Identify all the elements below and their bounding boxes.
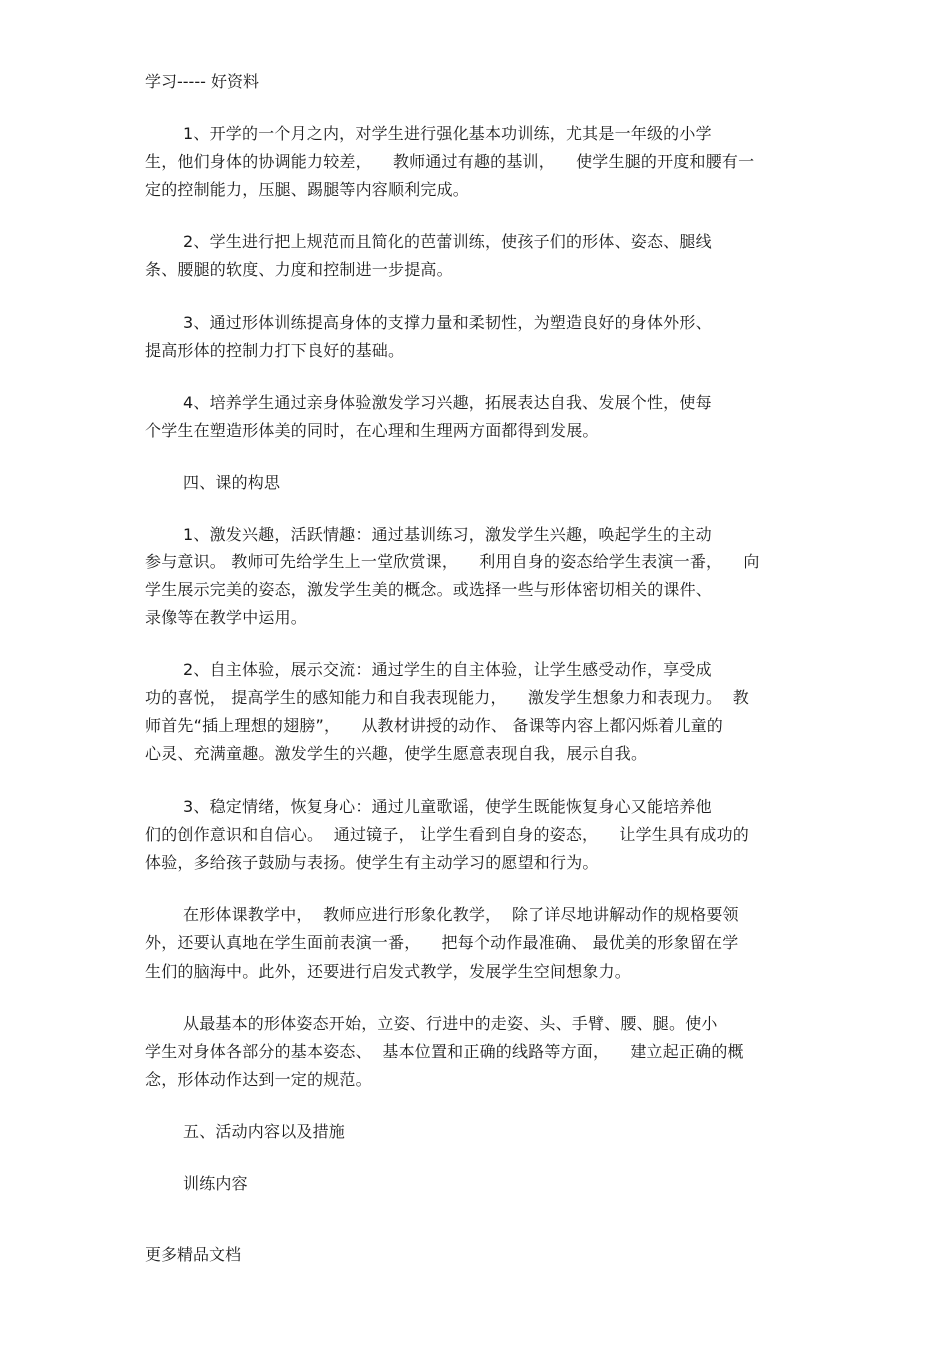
text-line: 学生展示完美的姿态，激发学生美的概念。或选择一些与形体密切相关的课件、 (145, 580, 713, 599)
text-line: 功的喜悦， 提高学生的感知能力和自我表现能力， 激发学生想象力和表现力。 教 (145, 688, 750, 707)
text-line: 4、培养学生通过亲身体验激发学习兴趣，拓展表达自我、发展个性，使每 (183, 393, 712, 412)
text-line: 2、学生进行把上规范而且简化的芭蕾训练，使孩子们的形体、姿态、腿线 (183, 232, 712, 251)
text-line: 3、通过形体训练提高身体的支撑力量和柔韧性，为塑造良好的身体外形、 (183, 313, 712, 332)
text-line: 外，还要认真地在学生面前表演一番， 把每个动作最准确、 最优美的形象留在学 (145, 933, 739, 952)
text-line: 参与意识。 教师可先给学生上一堂欣赏课， 利用自身的姿态给学生表演一番， 向 (145, 552, 760, 571)
text-line: 学生对身体各部分的基本姿态、 基本位置和正确的线路等方面， 建立起正确的概 (145, 1042, 744, 1061)
text-line: 提高形体的控制力打下良好的基础。 (145, 341, 405, 360)
text-line: 条、腰腿的软度、力度和控制进一步提高。 (145, 260, 453, 279)
text-line: 们的创作意识和自信心。 通过镜子， 让学生看到自身的姿态， 让学生具有成功的 (145, 825, 750, 844)
page-header: 学习----- 好资料 (145, 72, 259, 91)
text-line: 心灵、充满童趣。激发学生的兴趣，使学生愿意表现自我，展示自我。 (145, 744, 648, 763)
text-line: 录像等在教学中运用。 (145, 608, 308, 627)
text-line: 1、开学的一个月之内，对学生进行强化基本功训练，尤其是一年级的小学 (183, 124, 712, 143)
subheading: 训练内容 (183, 1174, 248, 1193)
text-line: 2、自主体验，展示交流：通过学生的自主体验，让学生感受动作，享受成 (183, 660, 712, 679)
text-line: 个学生在塑造形体美的同时，在心理和生理两方面都得到发展。 (145, 421, 599, 440)
text-line: 生们的脑海中。此外，还要进行启发式教学，发展学生空间想象力。 (145, 962, 632, 981)
text-line: 念，形体动作达到一定的规范。 (145, 1070, 372, 1089)
text-line: 定的控制能力，压腿、踢腿等内容顺利完成。 (145, 180, 470, 199)
text-line: 从最基本的形体姿态开始，立姿、行进中的走姿、头、手臂、腰、腿。使小 (183, 1014, 718, 1033)
text-line: 师首先“插上理想的翅膀”， 从教材讲授的动作、 备课等内容上都闪烁着儿童的 (145, 716, 724, 735)
page-footer: 更多精品文档 (145, 1245, 242, 1264)
section-heading: 四、课的构思 (183, 473, 281, 492)
section-heading: 五、活动内容以及措施 (183, 1122, 346, 1141)
text-line: 1、激发兴趣，活跃情趣：通过基训练习，激发学生兴趣，唤起学生的主动 (183, 525, 712, 544)
text-line: 在形体课教学中， 教师应进行形象化教学， 除了详尽地讲解动作的规格要领 (183, 905, 739, 924)
text-line: 体验，多给孩子鼓励与表扬。使学生有主动学习的愿望和行为。 (145, 853, 599, 872)
text-line: 3、稳定情绪，恢复身心：通过儿童歌谣，使学生既能恢复身心又能培养他 (183, 797, 712, 816)
text-line: 生，他们身体的协调能力较差， 教师通过有趣的基训， 使学生腿的开度和腰有一 (145, 152, 755, 171)
